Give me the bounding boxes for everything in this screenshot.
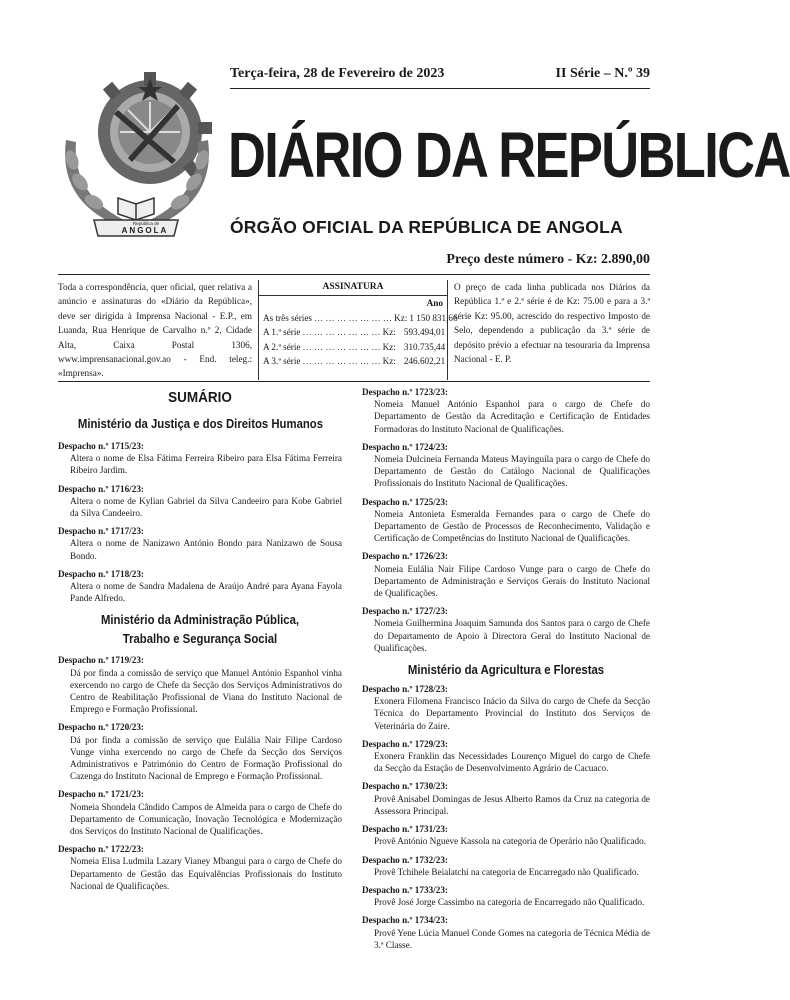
- dispatch-title: Despacho n.º 1729/23:: [362, 738, 448, 749]
- dispatch-title: Despacho n.º 1719/23:: [58, 655, 144, 666]
- dispatch-text: Nomeia Guilhermina Joaquim Samunda dos Santos para o cargo de Chefe do Departamento de Apoio à Directora Geral do Instituto Nacional de Qualificações.: [374, 618, 650, 653]
- dispatch-entry: [58, 568, 342, 605]
- subscription-row-label: A 2.ª série: [263, 341, 301, 352]
- subscription-title: ASSINATURA: [259, 280, 447, 296]
- newspaper-title: DIÁRIO DA REPÚBLICA: [228, 119, 790, 191]
- issue-date: Terça-feira, 28 de Fevereiro de 2023: [230, 66, 445, 81]
- dispatch-entry: [362, 914, 650, 951]
- subscription-row-currency: Kz:: [382, 341, 396, 352]
- dispatch-entry: [362, 854, 650, 878]
- dispatch-text: Provê Anisabel Domingas de Jesus Alberto Ramos da Cruz na categoria de Assessora Principal.: [374, 793, 650, 816]
- dispatch-entry: [362, 605, 650, 654]
- dispatch-entry: [58, 654, 342, 715]
- subscription-row-value: 1 150 831,66: [409, 312, 458, 323]
- ministry-heading-line: Ministério da Administração Pública,: [100, 612, 300, 628]
- dispatch-title: Despacho n.º 1733/23:: [362, 884, 448, 895]
- subscription-row-currency: Kz:: [382, 327, 396, 338]
- newspaper-subtitle: ÓRGÃO OFICIAL DA REPÚBLICA DE ANGOLA: [230, 217, 623, 237]
- dispatch-entry: [58, 721, 342, 782]
- subscription-row-value: 310.735,44: [403, 341, 446, 352]
- dispatch-text: Provê António Ngueve Kassola na categoria de Operário não Qualificado.: [374, 836, 646, 847]
- dispatch-entry: [362, 441, 650, 490]
- emblem-banner-top-text: República de: [132, 221, 160, 226]
- dispatch-title: Despacho n.º 1725/23:: [362, 496, 448, 507]
- dispatch-text: Dá por finda a comissão de serviço que Manuel António Espanhol vinha exercendo no cargo de Chefe da Secção dos Serviços Administrativos do Centro de Reabilitação Profissional de Viana do Instituto Nacional de Emprego e Formação Profissional.: [70, 667, 342, 715]
- subscription-row-dots: … … … … … … …: [302, 356, 381, 367]
- dispatch-entry: [58, 440, 342, 477]
- dispatch-text: Nomeia Eulália Nair Filipe Cardoso Vunge para o cargo de Chefe do Departamento de Administração e Serviços Gerais do Instituto Nacional de Qualificações.: [374, 563, 650, 599]
- dispatch-text: Provê Tchihele Beialatchi na categoria de Encarregado não Qualificado.: [374, 866, 639, 877]
- dispatch-entry: [362, 496, 650, 545]
- dispatch-text: Nomeia Shondela Cândido Campos de Almeida para o cargo de Chefe do Departamento de Comunicação, Inovação Tecnológica e Modernização dos Serviços do Instituto Nacional de Qualificações.: [70, 801, 342, 837]
- dispatch-entry: [362, 550, 650, 599]
- dispatch-title: Despacho n.º 1715/23:: [58, 441, 144, 451]
- dispatch-text: Provê Yene Lúcia Manuel Conde Gomes na categoria de Técnica Média de 3.ª Classe.: [374, 927, 650, 950]
- dispatch-entry: [58, 525, 342, 562]
- dispatch-text: Altera o nome de Sandra Madalena de Araújo André para Ayana Fayola Pande Alfredo.: [70, 581, 342, 604]
- header-divider: [230, 88, 650, 89]
- dispatch-title: Despacho n.º 1723/23:: [362, 387, 448, 397]
- subscription-year-label: Ano: [426, 298, 443, 309]
- ministry-heading: [78, 610, 322, 648]
- dispatch-text: Exonera Franklin das Necessidades Lourenço Miguel do cargo de Chefe da Secção da Estação de Desenvolvimento Agrário de Cacuaco.: [374, 751, 650, 774]
- summary-right-column: [362, 386, 650, 957]
- dispatch-title: Despacho n.º 1717/23:: [58, 526, 144, 537]
- dispatch-title: Despacho n.º 1721/23:: [58, 789, 144, 800]
- price-divider: [58, 274, 650, 275]
- dispatch-entry: [362, 884, 650, 908]
- issue-series-number: II Série – N.º 39: [555, 66, 650, 81]
- subscription-table: [258, 280, 458, 380]
- dispatch-title: Despacho n.º 1734/23:: [362, 915, 448, 926]
- dispatch-text: Nomeia Elisa Ludmila Lazary Vianey Mbangui para o cargo de Chefe do Departamento de Gestão das Equivalências Profissionais do Instituto Nacional de Qualificações.: [70, 856, 342, 891]
- dispatch-title: Despacho n.º 1718/23:: [58, 568, 144, 579]
- dispatch-title: Despacho n.º 1724/23:: [362, 441, 448, 452]
- issue-line: [230, 66, 650, 86]
- subscription-row: [263, 325, 446, 339]
- dispatch-text: Altera o nome de Elsa Fátima Ferreira Ribeiro para Elsa Fátima Ferreira Ribeiro Jardim.: [70, 453, 342, 476]
- ministry-heading: Ministério da Agricultura e Florestas: [407, 662, 605, 678]
- dispatch-text: Nomeia Antonieta Esmeralda Fernandes para o cargo de Chefe do Departamento de Gestão de Processos de Reconhecimento, Validação e Certificação de Competências do Instituto Nacional de Qualificações.: [374, 508, 650, 544]
- subscription-row-dots: … … … … … … …: [302, 341, 381, 352]
- dispatch-text: Altera o nome de Kylian Gabriel da Silva Candeeiro para Kobe Gabriel da Silva Candeeiro.: [70, 495, 342, 519]
- dispatch-entry: [58, 788, 342, 837]
- emblem-banner-text: ANGOLA: [121, 226, 169, 235]
- info-divider: [58, 381, 650, 382]
- subscription-row-label: As três séries: [263, 312, 312, 323]
- dispatch-title: Despacho n.º 1732/23:: [362, 854, 448, 865]
- subscription-row: [263, 354, 446, 368]
- dispatch-entry: [362, 823, 650, 847]
- dispatch-text: Nomeia Dulcineia Fernanda Mateus Mayinguila para o cargo de Chefe do Departamento de Gestão do Catálogo Nacional de Qualificações Profissionais do Instituto Nacional de Qualificações.: [374, 454, 650, 489]
- subscription-row-currency: Kz:: [382, 356, 396, 367]
- subscription-row-dots: … … … … … … …: [314, 312, 393, 323]
- dispatch-title: Despacho n.º 1730/23:: [362, 781, 448, 792]
- summary-left-column: [58, 386, 342, 898]
- subscription-row-label: A 3.ª série: [263, 356, 301, 367]
- dispatch-entry: [362, 683, 650, 732]
- subscription-row-currency: Kz:: [394, 312, 408, 323]
- ministry-heading: Ministério da Justiça e dos Direitos Humanos: [77, 416, 324, 431]
- dispatch-text: Exonera Filomena Francisco Inácio da Silva do cargo de Chefe da Secção Técnica do Departamento Provincial do Instituto dos Serviços de Veterinária do Zaire.: [374, 696, 650, 731]
- dispatch-entry: [362, 738, 650, 775]
- dispatch-entry: [58, 843, 342, 892]
- price-notice: O preço de cada linha publicada nos Diários da República 1.ª e 2.ª série é de Kz: 75.00 e para a 3.ª série Kz: 95.00, acrescido do respectivo Imposto de Selo, dependendo a publicação da 3.ª série de depósito prévio a efectuar na tesouraria da Imprensa Nacional - E. P.: [454, 282, 650, 365]
- dispatch-title: Despacho n.º 1716/23:: [58, 483, 144, 494]
- subscription-row-label: A 1.ª série: [263, 327, 301, 338]
- dispatch-text: Nomeia Manuel António Espanhol para o cargo de Chefe do Departamento de Gestão da Acreditação e Certificação de Entidades Formadoras do Instituto Nacional de Qualificações.: [374, 399, 650, 434]
- issue-price: Preço deste número - Kz: 2.890,00: [446, 252, 650, 267]
- ministry-heading-line: Trabalho e Segurança Social: [122, 631, 278, 647]
- dispatch-entry: [362, 780, 650, 817]
- dispatch-text: Dá por finda a comissão de serviço que Eulália Nair Filipe Cardoso Vunge vinha exercendo no cargo de Chefe da Secção dos Serviços Administrativos e Património do Centro de Formação Profissional do Cazenga do Instituto Nacional de Emprego e Formação Profissional.: [70, 734, 342, 782]
- dispatch-title: Despacho n.º 1731/23:: [362, 824, 448, 835]
- dispatch-text: Altera o nome de Nanizawo António Bondo para Nanizawo de Sousa Bondo.: [70, 538, 342, 561]
- subscription-row-value: 246.602,21: [403, 356, 446, 367]
- dispatch-text: Provê José Jorge Cassimbo na categoria de Encarregado não Qualificado.: [374, 897, 645, 908]
- dispatch-title: Despacho n.º 1727/23:: [362, 606, 448, 617]
- subscription-row: [263, 311, 458, 325]
- dispatch-title: Despacho n.º 1726/23:: [362, 551, 448, 562]
- angola-coat-of-arms-emblem: [58, 70, 214, 242]
- dispatch-title: Despacho n.º 1720/23:: [58, 722, 144, 733]
- dispatch-title: Despacho n.º 1728/23:: [362, 684, 448, 695]
- dispatch-entry: [362, 386, 650, 435]
- dispatch-title: Despacho n.º 1722/23:: [58, 844, 144, 855]
- summary-title: SUMÁRIO: [168, 389, 232, 406]
- dispatch-entry: [58, 483, 342, 520]
- subscription-row-dots: … … … … … … …: [302, 327, 381, 338]
- subscription-row: [263, 340, 446, 354]
- correspondence-notice: Toda a correspondência, quer oficial, quer relativa a anúncio e assinaturas do «Diário da República», deve ser dirigida à Imprensa Nacional - E.P., em Luanda, Rua Henrique de Carvalho n.º 2, Cidade Alta, Caixa Postal 1306, www.imprensanacional.gov.ao - End. teleg.: «Imprensa».: [58, 282, 252, 379]
- subscription-row-value: 593.494,01: [403, 327, 446, 338]
